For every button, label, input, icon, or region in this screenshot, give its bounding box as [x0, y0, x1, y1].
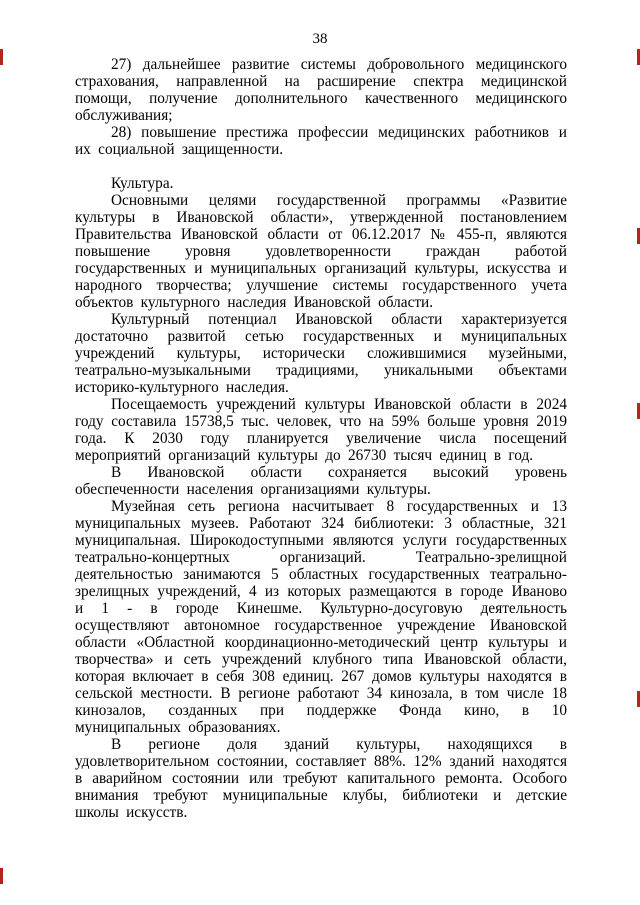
page-number: 38 — [312, 31, 328, 47]
paragraph-medical-prestige: 28) повышение престижа профессии медицинских работников и их социальной защищенности. — [75, 124, 567, 158]
page-edge-mark — [0, 868, 3, 884]
paragraph-attendance: Посещаемость учреждений культуры Ивановской области в 2024 году составила 15738,5 тыс. человек, что на 59% больше уровня 2019 года. К 2030 году планируется увеличение числа посещений мероприятий организаций культуры до 26730 тысяч единиц в год. — [75, 396, 567, 464]
paragraph-provision-level: В Ивановской области сохраняется высокий уровень обеспеченности населения организациями культуры. — [75, 464, 567, 498]
document-body — [75, 56, 567, 821]
section-heading-culture: Культура. — [111, 175, 174, 192]
paragraph-medical-insurance: 27) дальнейшее развитие системы добровольного медицинского страхования, направленной на расширение спектра медицинской помощи, получение дополнительного качественного медицинского обслуживания; — [75, 56, 567, 124]
paragraph-cultural-potential: Культурный потенциал Ивановской области характеризуется достаточно развитой сетью государственных и муниципальных учреждений культуры, исторически сложившимися музейными, театрально-музыкальными традициями, уникальными объектами историко-культурного наследия. — [75, 311, 567, 396]
page-edge-mark — [0, 49, 3, 65]
paragraph-program-goals: Основными целями государственной программы «Развитие культуры в Ивановской области», утвержденной постановлением Правительства Ивановской области от 06.12.2017 № 455-п, являются повышение уровня удовлетворенности граждан работой государственных и муниципальных организаций культуры, искусства и народного творчества; улучшение системы государственного учета объектов культурного наследия Ивановской области. — [75, 192, 567, 311]
paragraph-museums-libraries: Музейная сеть региона насчитывает 8 государственных и 13 муниципальных музеев. Работают 324 библиотеки: 3 областные, 321 муниципальная. Широкодоступными являются услуги государственных театрально-концертных организаций. Театрально-зрелищной деятельностью занимаются 5 областных государственных театрально-зрелищных учреждений, 4 из которых размещаются в городе Иваново и 1 - в городе Кинешме. Культурно-досуговую деятельность осуществляют автономное государственное учреждение Ивановской области «Областной координационно-методический центр культуры и творчества» и сеть учреждений клубного типа Ивановской области, которая включает в себя 308 единиц. 267 домов культуры находятся в сельской местности. В регионе работают 34 кинозала, в том числе 18 кинозалов, созданных при поддержке Фонда кино, в 10 муниципальных образованиях. — [75, 498, 567, 736]
paragraph-buildings-condition: В регионе доля зданий культуры, находящихся в удовлетворительном состоянии, составляет 88%. 12% зданий находятся в аварийном состоянии или требуют капитального ремонта. Особого внимания требуют муниципальные клубы, библиотеки и детские школы искусств. — [75, 736, 567, 821]
